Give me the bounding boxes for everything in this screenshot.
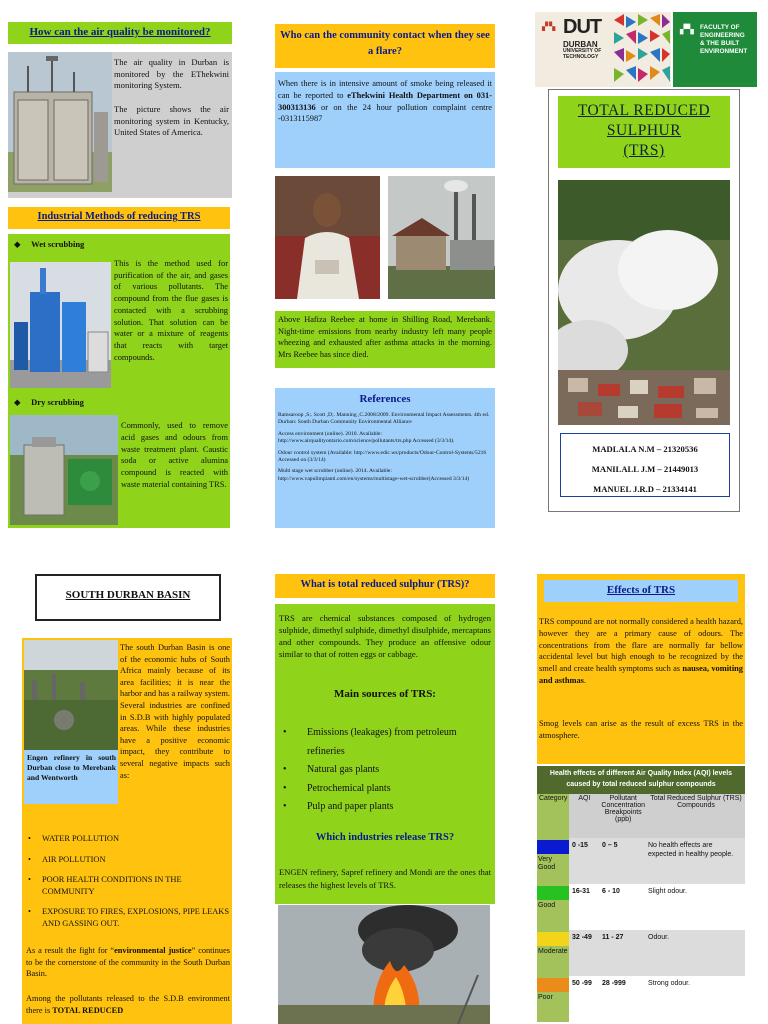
aqi-conc-cell: 11 - 27 bbox=[602, 934, 624, 941]
aqi-value-cell: 50 -99 bbox=[572, 980, 592, 987]
aqi-table-title: Health effects of different Air Quality Index (AQI) levels caused by total reduced sulphur compounds bbox=[537, 766, 745, 794]
engen-caption: Engen refinery in south Durban close to Merebank and Wentworth bbox=[27, 753, 116, 782]
aqi-value-cell: 32 -49 bbox=[572, 934, 592, 941]
impact-item: • POOR HEALTH CONDITIONS IN THE COMMUNITY bbox=[28, 874, 230, 897]
aqi-row bbox=[537, 884, 745, 930]
dry-scrubbing-label: ◆ Dry scrubbing bbox=[14, 397, 84, 407]
impact-item: • EXPOSURE TO FIRES, EXPLOSIONS, PIPE LEAKS AND GASSING OUT. bbox=[28, 906, 230, 929]
industrial-title: Industrial Methods of reducing TRS bbox=[37, 211, 201, 222]
faculty-logo-text: FACULTY OF ENGINEERING & THE BUILT ENVIRONMENT bbox=[700, 24, 748, 55]
source-item: • Emissions (leakages) from petroleum refineries bbox=[283, 724, 483, 761]
what-text: TRS are chemical substances composed of hydrogen sulphide, dimethyl sulphide, dimethyl disulphide, mercaptans and other compounds. They produce an offensive odour similar to that of rotten eggs or cabbage. bbox=[279, 613, 491, 659]
aqi-row bbox=[537, 838, 745, 884]
wet-scrubbing-label: ◆ Wet scrubbing bbox=[14, 239, 85, 249]
aqi-effect-cell: Odour. bbox=[648, 934, 670, 941]
reference-item: Multi stage wet scrubber (online). 2014. Available: http://www.vapulimpianti.com/en/systems/multistage-wet-scrubber(Accessed 3/3/14) bbox=[278, 468, 470, 482]
aqi-category-cell bbox=[537, 976, 569, 1022]
aqi-category-label: Good bbox=[538, 902, 556, 909]
references-title: References bbox=[359, 393, 411, 405]
aqi-row bbox=[537, 976, 745, 1022]
aqi-table bbox=[537, 794, 745, 838]
aqi-conc-cell: 0 – 5 bbox=[602, 842, 618, 849]
dry-bullet-icon: ◆ bbox=[14, 397, 32, 407]
aqi-category-cell bbox=[537, 838, 569, 884]
refinery-cover-photo bbox=[558, 180, 730, 425]
aqi-table-box bbox=[537, 766, 745, 1024]
sources-list bbox=[283, 724, 483, 817]
aqi-color-swatch bbox=[537, 840, 569, 854]
aqi-value-cell: 0 -15 bbox=[572, 842, 588, 849]
aqi-conc-cell: 6 - 10 bbox=[602, 888, 620, 895]
source-item: • Natural gas plants bbox=[283, 761, 483, 780]
dut-pattern-graphic bbox=[612, 12, 671, 87]
what-title: What is total reduced sulphur (TRS)? bbox=[300, 579, 470, 590]
sdb-intro: The south Durban Basin is one of the economic hubs of South Africa mainly because of its area facilities; it is near the harbor and has a railway system. Several industries are confined in S.D.B with highly populated areas. While these industries have a positive economic impact, they contribute to several negative impacts such as: bbox=[120, 643, 230, 780]
source-item: • Pulp and paper plants bbox=[283, 798, 483, 817]
dry-scrubbing-text: Commonly, used to remove acid gases and odours from waste treatment plant. Caustic soda or active alumina compound is reacted with waste material containing TRS. bbox=[121, 421, 228, 489]
contact-text: When there is in intensive amount of smoke being released it can be reported to eThekwini Health Department on 031-300313136 or on the 24 hour pollution complaint centre -0313115987 bbox=[278, 79, 492, 124]
sdb-impacts-list bbox=[28, 833, 230, 929]
flare-fire-photo bbox=[278, 905, 490, 1024]
authors-list bbox=[560, 439, 730, 499]
effects-text: TRS compound are not normally considered a health hazard, however they are a primary cause of odours. The concentrations from the flare are normally far bellow accidental level but high enough to be recognized by the smell and create health symptoms such as nausea, vomiting and asthmas. bbox=[539, 617, 743, 685]
wet-scrubbing-text: This is the method used for purification of the air, and gases of various pollutants. The compound from the flue gases is contacted with a scrubbing solution. That solution can be water or a mixture of reagents that reacts with target compounds. bbox=[114, 259, 228, 362]
author-item: MANILALL J.M – 21449013 bbox=[591, 464, 699, 474]
header-category: Category bbox=[537, 794, 569, 838]
reference-item: Ramsaroop ,S;. Scott ,D;. Manning ,C.2008/2009. Environmental Impact Assessments. 4th ed. Durban: South Durban Community Environmental Alliance bbox=[278, 412, 490, 426]
which-text: ENGEN refinery, Sapref refinery and Mondi are the ones that releases the highest levels of TRS. bbox=[279, 867, 491, 890]
sdb-title: SOUTH DURBAN BASIN bbox=[65, 589, 191, 601]
which-title: Which industries release TRS? bbox=[315, 832, 455, 843]
aqi-header-row bbox=[537, 794, 745, 838]
aqi-color-swatch bbox=[537, 978, 569, 992]
aqi-conc-cell: 28 -999 bbox=[602, 980, 626, 987]
dut-logo-mark-icon: ▞▚ bbox=[542, 22, 557, 31]
aqi-category-label: Very Good bbox=[538, 856, 556, 871]
sdb-tail: Among the pollutants released to the S.D.B environment there is TOTAL REDUCED bbox=[26, 994, 230, 1015]
contact-title: Who can the community contact when they see a flare? bbox=[280, 30, 490, 57]
impact-item: • AIR POLLUTION bbox=[28, 854, 230, 866]
aqi-effect-cell: Strong odour. bbox=[648, 980, 691, 987]
dut-logo-text: DUT bbox=[563, 16, 602, 38]
aqi-row bbox=[537, 930, 745, 976]
author-item: MANUEL J.R.D – 21334141 bbox=[593, 484, 697, 494]
effects-title: Effects of TRS bbox=[606, 584, 676, 596]
aqi-category-cell bbox=[537, 930, 569, 976]
faculty-logo-mark-icon: ▞▚ bbox=[680, 24, 694, 34]
impact-item: • WATER POLLUTION bbox=[28, 833, 230, 845]
reference-item: Odour control system (Available: http://www.edic.ws/products/Odour-Control-Systems/5216 Accessed on (3/3/14) bbox=[278, 449, 487, 464]
industry-houses-photo bbox=[388, 176, 495, 299]
resident-photo bbox=[275, 176, 380, 299]
cover-title: TOTAL REDUCED SULPHUR (TRS) bbox=[577, 102, 711, 159]
header-trs: Total Reduced Sulphur (TRS) Compounds bbox=[650, 795, 742, 809]
author-item: MADLALA N.M – 21320536 bbox=[592, 444, 698, 454]
dry-scrubber-photo bbox=[10, 415, 118, 525]
source-item: • Petrochemical plants bbox=[283, 780, 483, 799]
aqi-color-swatch bbox=[537, 886, 569, 900]
wet-scrubber-photo bbox=[10, 262, 111, 388]
wet-bullet-icon: ◆ bbox=[14, 239, 32, 249]
aqi-category-label: Poor bbox=[538, 994, 553, 1001]
aqi-rows bbox=[537, 838, 745, 1022]
smog-text: Smog levels can arise as the result of excess TRS in the atmosphere. bbox=[539, 719, 743, 740]
air-quality-para1: The air quality in Durban is monitored by the EThekwini monitoring System. bbox=[114, 57, 229, 90]
health-department-number: eThekwini Health Department on 031-300313136 bbox=[278, 90, 492, 112]
reference-item: Access environment (online). 2010. Available: http://www.airqualityontario.com/science/pollutants/trs.php Accessed (3/3/14). bbox=[278, 430, 455, 445]
sdb-justice: As a result the fight for “environmental justice” continues to be the cornerstone of the community in the South Durban Basin. bbox=[26, 946, 230, 978]
aqi-effect-cell: No health effects are expected in healthy people. bbox=[648, 842, 734, 858]
air-quality-title: How can the air quality be monitored? bbox=[29, 26, 211, 38]
air-quality-para2: The picture shows the air monitoring system in Kentucky, United States of America. bbox=[114, 104, 229, 137]
dut-logo-sub: DURBAN UNIVERSITY OF TECHNOLOGY bbox=[563, 40, 602, 60]
header-concentration: Pollutant Concentration Breakpoints (ppb) bbox=[601, 795, 645, 823]
sources-title: Main sources of TRS: bbox=[334, 688, 436, 700]
references-list bbox=[278, 412, 492, 483]
air-monitor-photo bbox=[8, 52, 112, 192]
aqi-color-swatch bbox=[537, 932, 569, 946]
header-aqi: AQI bbox=[578, 795, 591, 802]
aqi-value-cell: 16-31 bbox=[572, 888, 590, 895]
aqi-effect-cell: Slight odour. bbox=[648, 888, 687, 895]
aqi-category-cell bbox=[537, 884, 569, 930]
resident-caption: Above Hafiza Reebee at home in Shilling Road, Merebank. Night-time emissions from nearby industry left many people wheezing and exhausted after asthma attacks in the morning. Mrs Reebee has since died. bbox=[278, 315, 492, 359]
aqi-category-label: Moderate bbox=[538, 948, 568, 955]
